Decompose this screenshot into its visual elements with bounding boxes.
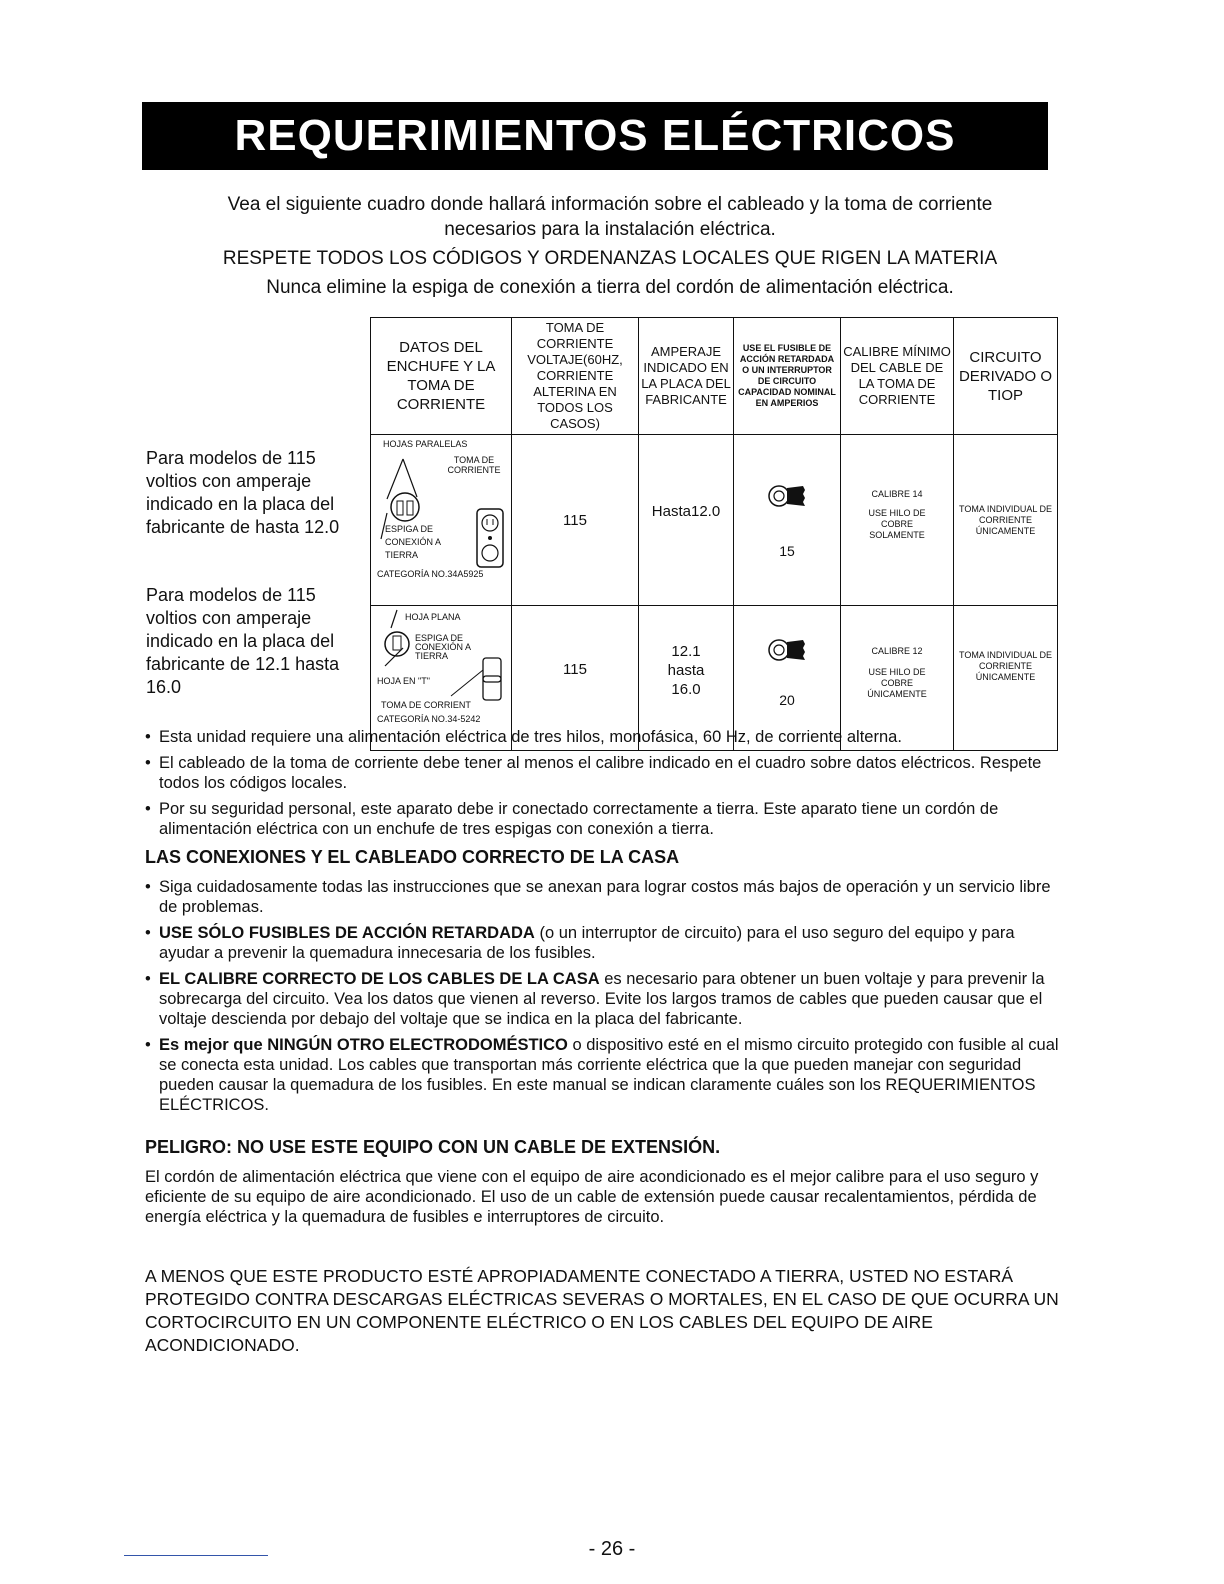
header-plug: DATOS DEL ENCHUFE Y LA TOMA DE CORRIENTE [371,318,512,435]
gauge-value: CALIBRE 12 [871,646,923,656]
fuse-icon [767,634,807,666]
plug-label: TOMA DE CORRIENTE [447,455,501,475]
fuse-cell [734,435,841,606]
fuse-rating: 20 [779,692,795,708]
amperage-cell: Hasta12.0 [639,435,734,606]
plug-label: TOMA DE CORRIENT [381,700,471,710]
plug-20a-icon [371,606,507,716]
row2-model-label: Para modelos de 115 voltios con amperaje indicado en la placa del fabricante de 12.1 hasta 16.0 [146,585,340,697]
circuit-value: TOMA INDIVIDUAL DE CORRIENTE ÚNICAMENTE [958,649,1053,682]
list-item: • Esta unidad requiere una alimentación eléctrica de tres hilos, monofásica, 60 Hz, de corriente alterna. [145,727,1065,747]
plug-diagram-15a [371,435,512,606]
plug-label: HOJA EN "T" [377,676,430,686]
emphasis: USE SÓLO FUSIBLES DE ACCIÓN RETARDADA [159,924,535,942]
fuse-rating: 15 [779,543,795,559]
gauge-note: USE HILO DE COBRE SOLAMENTE [868,508,926,540]
header-circuit: CIRCUITO DERIVADO O TIOP [954,318,1058,435]
list-item [145,923,1065,963]
list-item: • El cableado de la toma de corriente debe tener al menos el calibre indicado en el cuadro sobre datos eléctricos. Respete todos los códigos locales. [145,753,1065,793]
voltage-cell: 115 [512,606,639,751]
plug-15a-icon [371,449,507,569]
plug-label: HOJAS PARALELAS [383,439,468,449]
grounding-warning: A MENOS QUE ESTE PRODUCTO ESTÉ APROPIADAMENTE CONECTADO A TIERRA, USTED NO ESTARÁ PROTEGIDO CONTRA DESCARGAS ELÉCTRICAS SEVERAS O MORTALES, EN EL CASO DE QUE OCURRA UN CORTOCIRCUITO EN UN COMPONENTE ELÉCTRICO O EN LOS CABLES DEL EQUIPO DE AIRE ACONDICIONADO. [145,1266,1059,1355]
intro-line: Nunca elimine la espiga de conexión a tierra del cordón de alimentación eléctrica. [266,277,954,298]
intro-block [150,192,1070,300]
page-number: - 26 - [588,1538,636,1560]
gauge-value: CALIBRE 14 [871,489,923,499]
list-item: • Siga cuidadosamente todas las instrucciones que se anexan para lograr costos más bajos de operación y un servicio libre de problemas. [145,877,1065,917]
emphasis: Es mejor que NINGÚN OTRO ELECTRODOMÉSTICO [159,1036,568,1054]
requirements-bullets [145,727,1065,1357]
danger-paragraph: El cordón de alimentación eléctrica que viene con el equipo de aire acondicionado es el mejor calibre para el uso seguro y eficiente de su equipo de aire acondicionado. El uso de un cable de extensión puede causar recalentamientos, pérdida de energía eléctrica y la quemadura de fusibles e interruptores de circuito. [145,1168,1039,1226]
circuit-cell [954,435,1058,606]
header-fuse: USE EL FUSIBLE DE ACCIÓN RETARDADA O UN INTERRUPTOR DE CIRCUITO CAPACIDAD NOMINAL EN AMPERIOS [734,318,841,435]
intro-line: Vea el siguiente cuadro donde hallará información sobre el cableado y la toma de corriente [227,194,993,215]
emphasis: EL CALIBRE CORRECTO DE LOS CABLES DE LA CASA [159,970,600,988]
header-gauge: CALIBRE MÍNIMO DEL CABLE DE LA TOMA DE CORRIENTE [841,318,954,435]
plug-label: ESPIGA DE CONEXIÓN A TIERRA [385,524,441,560]
plug-label: ESPIGA DE CONEXIÓN A TIERRA [415,633,471,661]
header-amperage: AMPERAJE INDICADO EN LA PLACA DEL FABRICANTE [639,318,734,435]
gauge-cell [841,435,954,606]
circuit-value: TOMA INDIVIDUAL DE CORRIENTE ÚNICAMENTE [958,503,1053,536]
list-item [145,1035,1065,1115]
electrical-data-table [370,317,1058,751]
list-item-text: es necesario para obtener un buen voltaje y para prevenir la sobrecarga del circuito. Vea los datos que vienen al reverso. Evite los largos tramos de cables que pueden causar que el voltaje descienda por debajo del voltaje que se indica en la placa del fabricante. [159,970,1045,1028]
list-item-text: o dispositivo esté en el mismo circuito protegido con fusible al cual se conecta esta unidad. Los cables que transportan más corriente eléctrica que la que pueden manejar con seguridad pueden causar la quemadura de los fusibles. En este manual se indican claramente cuáles son los REQUERIMIENTOS ELÉCTRICOS. [159,1036,1059,1114]
fuse-icon [767,480,807,512]
section-heading: LAS CONEXIONES Y EL CABLEADO CORRECTO DE LA CASA [145,847,680,867]
gauge-note: USE HILO DE COBRE ÚNICAMENTE [867,667,927,699]
danger-heading: PELIGRO: NO USE ESTE EQUIPO CON UN CABLE DE EXTENSIÓN. [145,1137,721,1157]
table-row [371,435,1058,606]
footer-rule [124,1555,268,1556]
plug-category: CATEGORÍA NO.34A5925 [377,569,484,579]
intro-codes-line: RESPETE TODOS LOS CÓDIGOS Y ORDENANZAS LOCALES QUE RIGEN LA MATERIA [222,248,998,269]
table-header-row [371,318,1058,435]
plug-category: CATEGORÍA NO.34-5242 [377,714,481,724]
row1-model-label: Para modelos de 115 voltios con amperaje indicado en la placa del fabricante de hasta 12.0 [146,448,340,537]
intro-line: necesarios para la instalación eléctrica. [444,219,776,240]
amperage-cell: 12.1 hasta 16.0 [639,606,734,751]
plug-label: HOJA PLANA [405,612,461,622]
voltage-cell: 115 [512,435,639,606]
list-item-text: (o un interruptor de circuito) para el uso seguro del equipo y para ayudar a prevenir la quemadura innecesaria de los fusibles. [159,924,1015,962]
list-item [145,969,1065,1029]
page-title: REQUERIMIENTOS ELÉCTRICOS [142,102,1048,170]
header-voltage: TOMA DE CORRIENTE VOLTAJE(60HZ, CORRIENTE ALTERINA EN TODOS LOS CASOS) [512,318,639,435]
list-item: • Por su seguridad personal, este aparato debe ir conectado correctamente a tierra. Este aparato tiene un cordón de alimentación eléctrica con un enchufe de tres espigas con conexión a tierra. [145,799,1065,839]
